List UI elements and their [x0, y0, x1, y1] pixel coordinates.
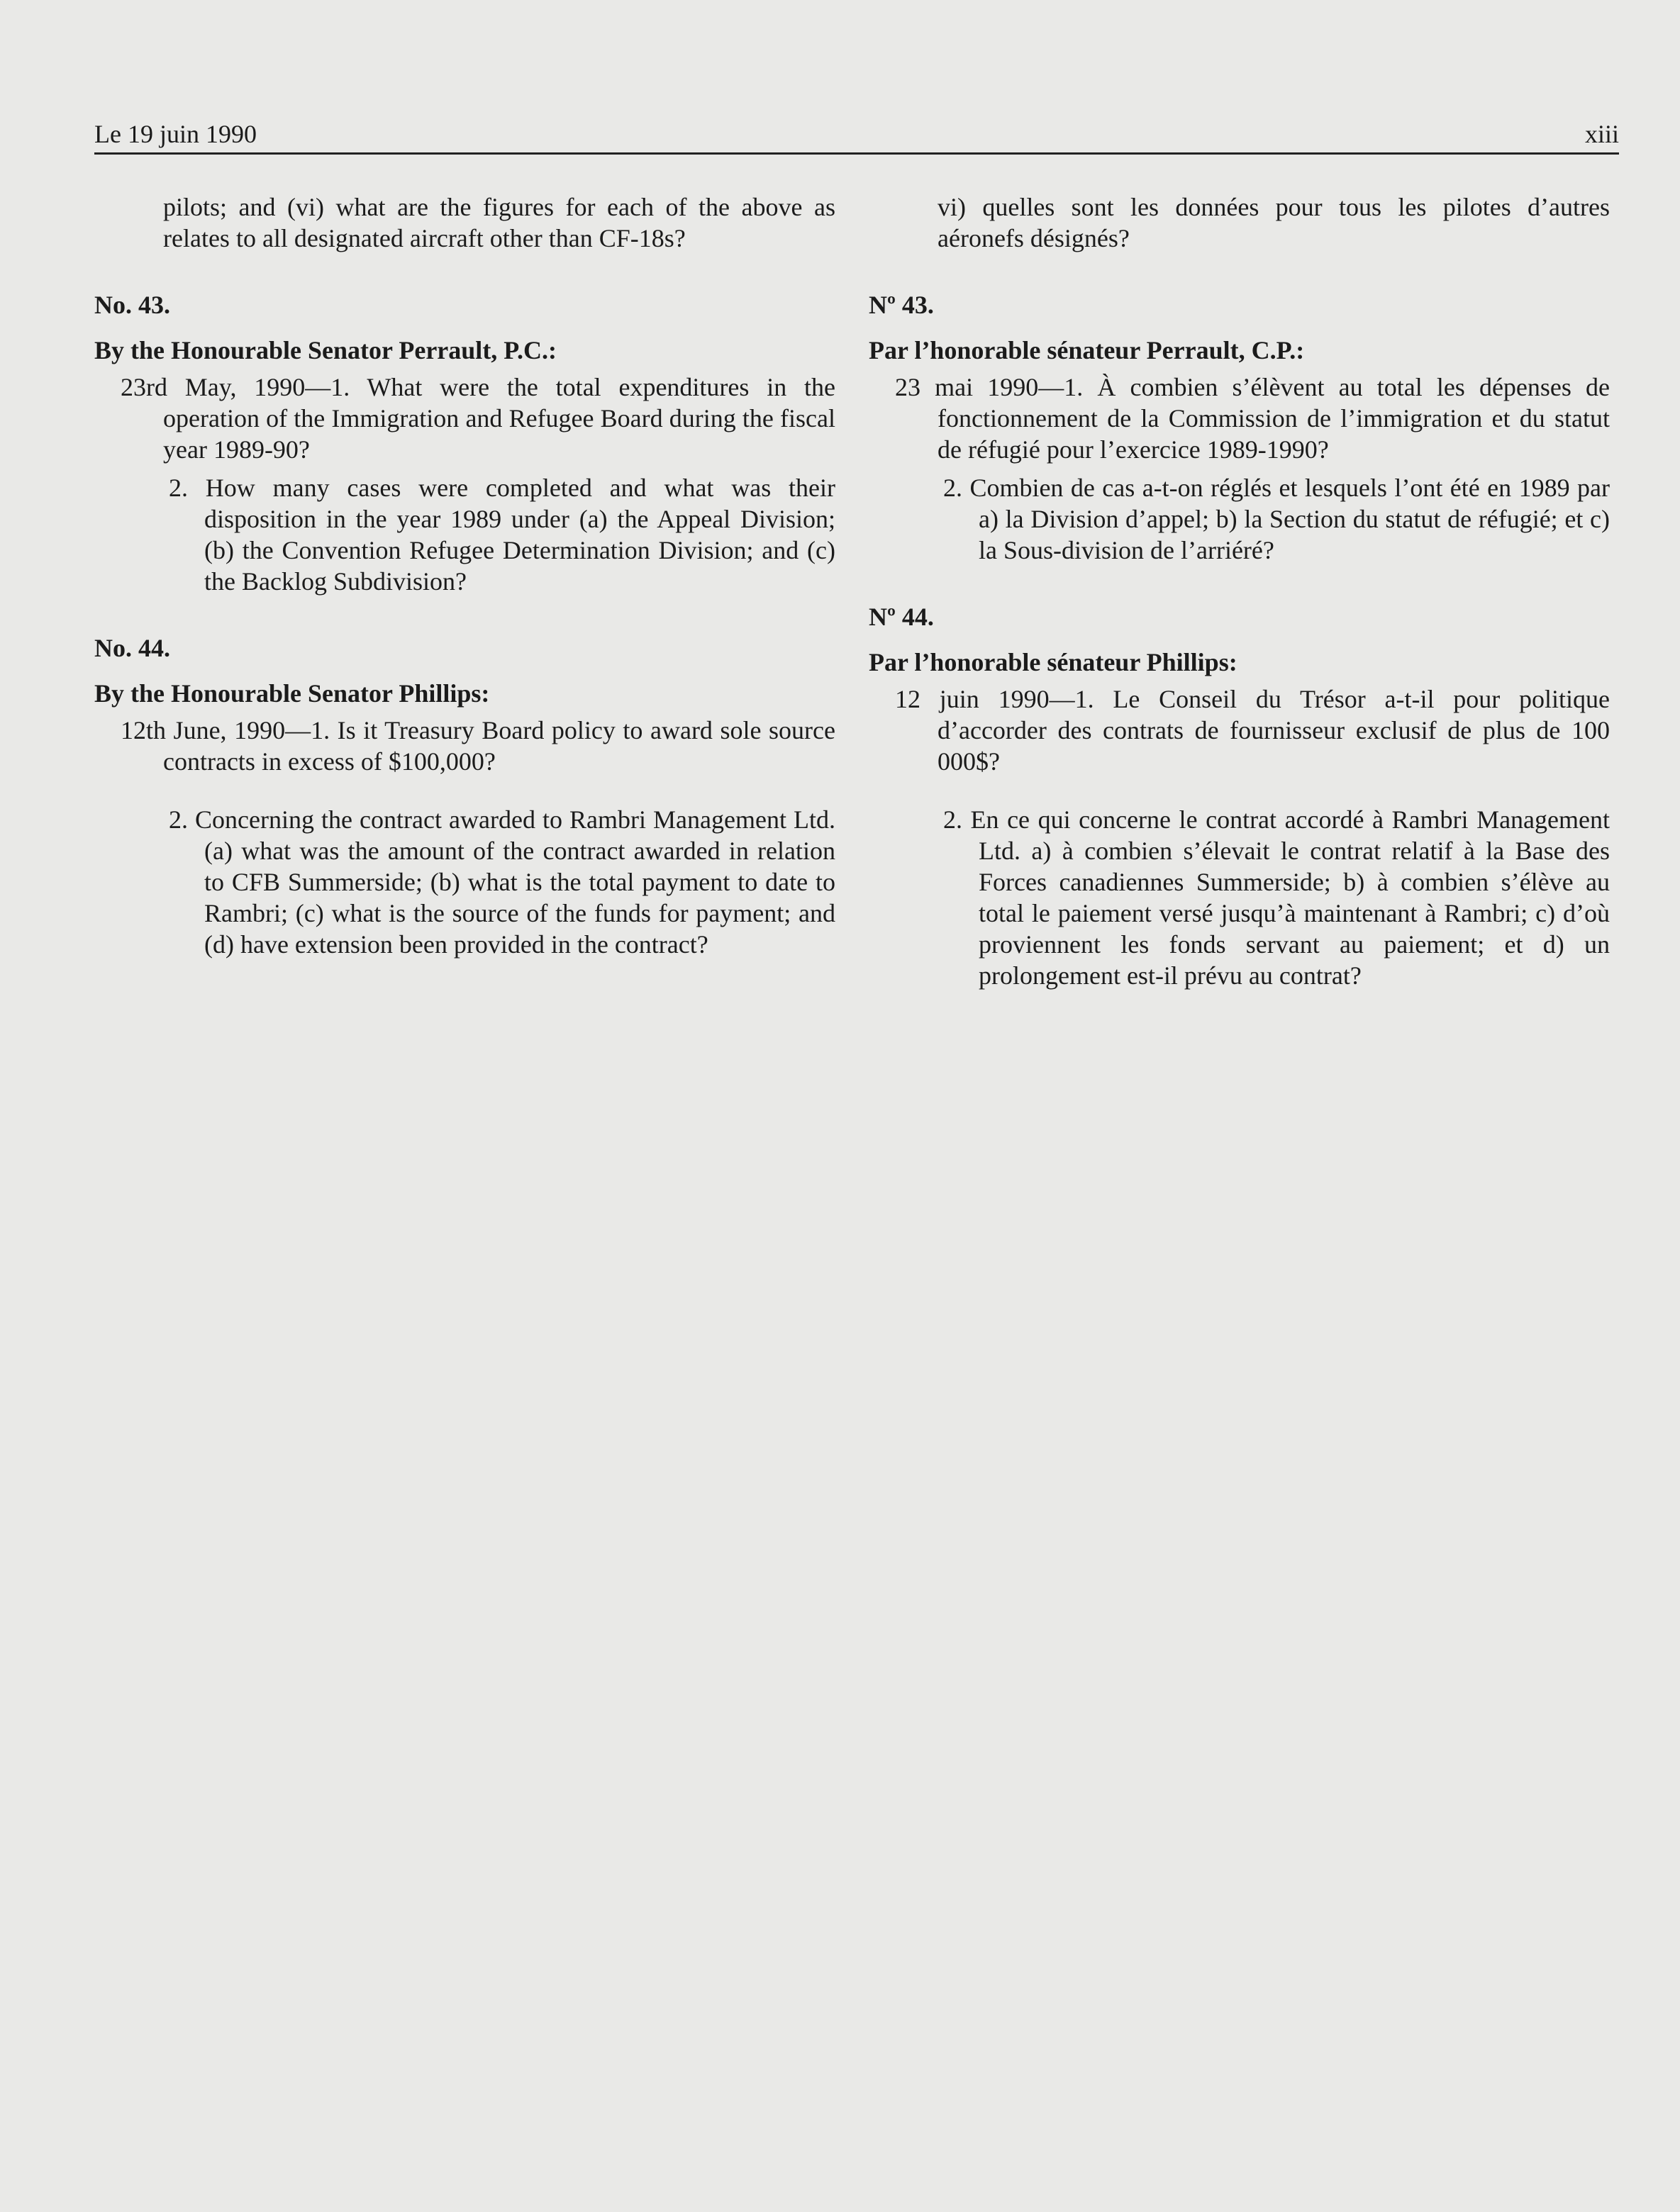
question-44-number: No. 44.	[94, 634, 170, 662]
question-43-part-2: 2. How many cases were completed and what was their disposition in the year 1989 under (a) the Appeal Division; (b) the Convention Refugee Determination Division; and (c) the Backlog Subdivision?	[169, 474, 835, 596]
question-44-part-2: 2. Concerning the contract awarded to Rambri Management Ltd. (a) what was the amount of the contract awarded in relation to CFB Summerside; (b) what is the total payment to date to Rambri; (c) what is the source of the funds for payment; and (d) have extension been provided in the contract?	[169, 805, 835, 959]
question-44-author: By the Honourable Senator Phillips:	[94, 679, 490, 708]
header-rule	[94, 152, 1619, 155]
question-43-author: By the Honourable Senator Perrault, P.C.:	[94, 336, 557, 364]
page-number: xiii	[1584, 120, 1619, 148]
question-44-author-fr: Par l’honorable sénateur Phillips:	[869, 648, 1237, 676]
running-header	[94, 119, 1619, 149]
french-continuation: vi) quelles sont les données pour tous les pilotes d’autres aéronefs désignés?	[938, 193, 1610, 252]
french-column	[869, 191, 1610, 991]
question-43-part-2-fr: 2. Combien de cas a-t-on réglés et lesquels l’ont été en 1989 par a) la Division d’appel; b) la Section du statut de réfugié; et c) la Sous-division de l’arriéré?	[943, 474, 1610, 564]
question-43-author-fr: Par l’honorable sénateur Perrault, C.P.:	[869, 336, 1305, 364]
english-continuation: pilots; and (vi) what are the figures for each of the above as relates to all designated aircraft other than CF-18s?	[163, 193, 835, 252]
question-44-part-2-fr: 2. En ce qui concerne le contrat accordé à Rambri Management Ltd. a) à combien s’élevait le contrat relatif à la Base des Forces canadiennes Summerside; b) à combien s’élève au total le paiement versé jusqu’à maintenant à Rambri; c) d’où proviennent les fonds servant au paiement; et d) un prolongement est-il prévu au contrat?	[943, 805, 1610, 990]
question-43-number: No. 43.	[94, 291, 170, 319]
question-44-part-1-fr: 12 juin 1990—1. Le Conseil du Trésor a-t-il pour politique d’accorder des contrats de fournisseur exclusif de plus de 100 000$?	[895, 685, 1610, 776]
question-43-part-1: 23rd May, 1990—1. What were the total expenditures in the operation of the Immigration and Refugee Board during the fiscal year 1989-90?	[121, 373, 835, 464]
question-44-part-1: 12th June, 1990—1. Is it Treasury Board policy to award sole source contracts in excess of $100,000?	[121, 716, 835, 776]
question-43-number-fr: Nº 43.	[869, 291, 934, 319]
question-43-part-1-fr: 23 mai 1990—1. À combien s’élèvent au total les dépenses de fonctionnement de la Commission de l’immigration et du statut de réfugié pour l’exercice 1989-1990?	[895, 373, 1610, 464]
english-column	[94, 191, 835, 960]
header-date: Le 19 juin 1990	[94, 120, 257, 148]
question-44-number-fr: Nº 44.	[869, 603, 934, 631]
